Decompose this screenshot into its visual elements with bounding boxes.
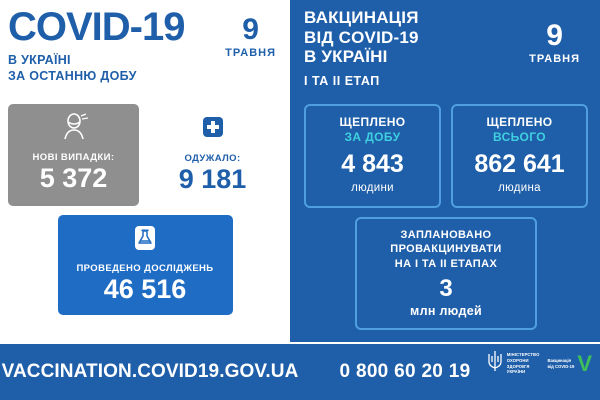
ministry-logo-text	[507, 352, 540, 375]
vaccination-title-line-3: В УКРАЇНІ	[304, 47, 388, 67]
vaccination-logo-line-2: від COVID-19	[547, 363, 575, 369]
footer-logos	[487, 350, 592, 377]
new-cases-value: 5 372	[39, 163, 108, 194]
plan-line-3: НА I ТА II ЕТАПАХ	[394, 257, 498, 270]
footer-phone[interactable]: 0 800 60 20 19	[339, 361, 471, 382]
vaccination-title-line-1: ВАКЦИНАЦІЯ	[304, 8, 419, 27]
ministry-of-health-logo	[487, 350, 540, 377]
vaccinated-daily-unit: людини	[351, 182, 394, 194]
ministry-line-2: ОХОРОНИ	[506, 357, 529, 363]
covid-subtitle-line-2: ЗА ОСТАННЮ ДОБУ	[8, 68, 137, 83]
vaccination-date	[529, 19, 580, 65]
plan-value: 3	[439, 274, 453, 302]
vaccinated-total-unit: людина	[498, 182, 541, 194]
covid-date-day: 9	[242, 13, 259, 46]
covid-subtitle-line-1: В УКРАЇНІ	[8, 53, 71, 68]
vaccinated-daily-caption-top: ЩЕПЛЕНО	[339, 115, 406, 129]
vaccination-panel	[290, 0, 600, 342]
plan-line-2: ПРОВАКЦИНУВАТИ	[390, 243, 502, 256]
vaccination-header	[304, 8, 588, 104]
vaccination-check-icon: V	[577, 350, 592, 376]
page-title: COVID-19	[8, 5, 185, 49]
vaccinated-total-card	[451, 104, 588, 208]
tests-value: 46 516	[103, 274, 187, 305]
covid-cards-row	[8, 104, 282, 206]
new-cases-card	[8, 104, 139, 206]
recovered-value: 9 181	[178, 164, 247, 195]
vaccination-cards	[304, 104, 588, 208]
covid-date	[225, 13, 276, 59]
vaccination-plan-card	[355, 217, 537, 330]
tests-card	[58, 215, 233, 315]
recovered-card	[147, 104, 278, 206]
tests-label: ПРОВЕДЕНО ДОСЛІДЖЕНЬ	[76, 263, 214, 274]
vaccinated-daily-caption	[310, 115, 435, 145]
plan-unit: млн людей	[410, 303, 482, 318]
poster-footer	[0, 342, 600, 400]
vaccination-logo-line-1: Вакцинація	[547, 357, 572, 363]
vaccination-title-line-2: ВІД COVID-19	[304, 27, 419, 47]
footer-website[interactable]: VACCINATION.COVID19.GOV.UA	[1, 361, 299, 382]
plan-line-1: ЗАПЛАНОВАНО	[400, 229, 492, 241]
vaccinated-daily-value: 4 843	[341, 150, 404, 178]
covid-cards	[0, 104, 290, 342]
medical-cross-shield-icon	[154, 114, 271, 147]
vaccination-logo	[547, 350, 592, 376]
vaccinated-total-caption-bottom: ВСЬОГО	[492, 130, 547, 144]
flask-icon	[64, 224, 227, 257]
vaccination-date-month: ТРАВНЯ	[529, 52, 580, 65]
vaccinated-total-caption-top: ЩЕПЛЕНО	[486, 115, 553, 129]
sick-person-icon	[14, 113, 133, 146]
vaccinated-total-caption	[457, 115, 582, 145]
covid-date-month: ТРАВНЯ	[225, 46, 276, 59]
trident-icon	[487, 350, 503, 377]
new-cases-label: НОВІ ВИПАДКИ:	[32, 152, 115, 163]
vaccinated-total-value: 862 641	[474, 150, 565, 178]
covid-stats-panel	[0, 0, 290, 342]
vaccination-stage: I ТА II ЕТАП	[304, 74, 380, 89]
vaccination-logo-text	[547, 358, 574, 369]
ministry-line-4: УКРАЇНИ	[506, 369, 526, 375]
recovered-label: ОДУЖАЛО:	[184, 153, 241, 164]
covid-header	[0, 0, 290, 104]
ministry-line-3: ЗДОРОВ'Я	[506, 363, 530, 369]
vaccinated-daily-caption-bottom: ЗА ДОБУ	[344, 130, 401, 144]
vaccination-date-day: 9	[546, 19, 563, 52]
vaccinated-daily-card	[304, 104, 441, 208]
ministry-line-1: МІНІСТЕРСТВО	[506, 352, 540, 358]
